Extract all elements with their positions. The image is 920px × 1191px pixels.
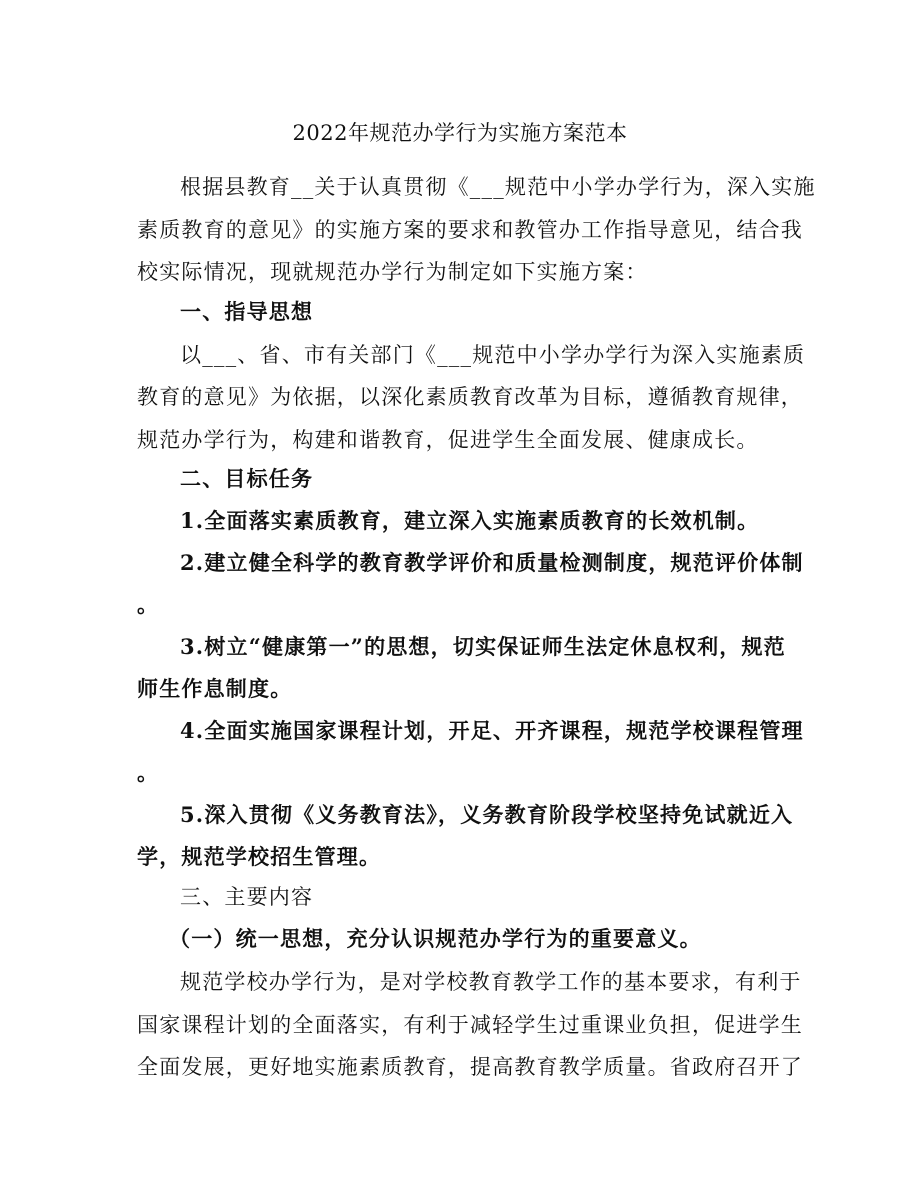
paragraph-guiding-line-3: 规范办学行为，构建和谐教育，促进学生全面发展、健康成长。 — [137, 428, 759, 452]
heading-guiding-thought: 一、指导思想 — [180, 299, 314, 324]
paragraph-content-line-1: 规范学校办学行为，是对学校教育教学工作的基本要求，有利于 — [180, 970, 802, 994]
goal-item-2-line-2: 。 — [137, 592, 160, 617]
goal-item-5-line-1: 5.深入贯彻《义务教育法》，义务教育阶段学校坚持免试就近入 — [180, 802, 794, 827]
paragraph-guiding-line-2: 教育的意见》为依据，以深化素质教育改革为目标，遵循教育规律， — [137, 385, 803, 409]
goal-item-3-line-1: 3.树立“健康第一”的思想，切实保证师生法定休息权利，规范 — [180, 634, 786, 659]
goal-item-1: 1.全面落实素质教育，建立深入实施素质教育的长效机制。 — [180, 508, 760, 533]
goal-item-5-line-2: 学，规范学校招生管理。 — [137, 844, 382, 869]
paragraph-content-line-2: 国家课程计划的全面落实，有利于减轻学生过重课业负担，促进学生 — [137, 1013, 803, 1037]
heading-main-content: 三、主要内容 — [180, 885, 314, 909]
goal-item-4-line-1: 4.全面实施国家课程计划，开足、开齐课程，规范学校课程管理 — [180, 718, 804, 743]
heading-goals-tasks: 二、目标任务 — [180, 466, 314, 491]
goal-item-4-line-2: 。 — [137, 760, 160, 785]
subheading-unify-thinking: （一）统一思想，充分认识规范办学行为的重要意义。 — [169, 926, 702, 951]
document-title: 2022年规范办学行为实施方案范本 — [292, 121, 628, 145]
goal-item-2-line-1: 2.建立健全科学的教育教学评价和质量检测制度，规范评价体制 — [180, 550, 804, 575]
paragraph-intro-line-3: 校实际情况，现就规范办学行为制定如下实施方案： — [137, 260, 648, 284]
paragraph-content-line-3: 全面发展，更好地实施素质教育，提高教育教学质量。省政府召开了 — [137, 1055, 803, 1079]
paragraph-guiding-line-1: 以___、省、市有关部门《___规范中小学办学行为深入实施素质 — [180, 343, 806, 367]
paragraph-intro-line-1: 根据县教育__关于认真贯彻《___规范中小学办学行为，深入实施 — [180, 175, 816, 199]
paragraph-intro-line-2: 素质教育的意见》的实施方案的要求和教管办工作指导意见，结合我 — [137, 218, 803, 242]
goal-item-3-line-2: 师生作息制度。 — [137, 676, 293, 701]
